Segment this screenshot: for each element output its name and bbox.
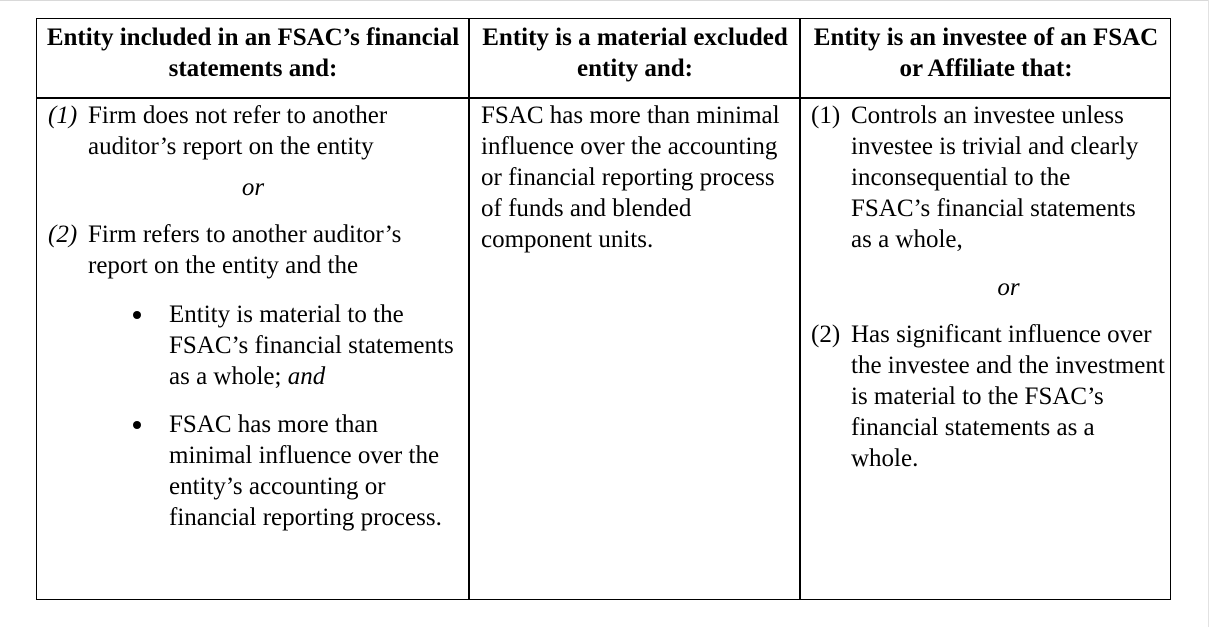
bullet-icon (129, 299, 169, 392)
item-number: (1) (48, 102, 78, 129)
item-text: Firm does not refer to another auditor’s report on the entity (88, 102, 388, 160)
condition-item-2 (48, 219, 462, 281)
condition-text: FSAC has more than minimal influence over the accounting or financial reporting process of funds and blended component units. (481, 102, 780, 253)
bullet-icon (129, 409, 169, 533)
header-material-excluded-entity: Entity is a material excluded entity and: (482, 24, 788, 82)
cell-investee-entity (811, 100, 1166, 474)
bullet-text: Entity is material to the FSAC’s financial statements as a whole; (169, 301, 454, 390)
cell-material-excluded-entity (481, 100, 786, 255)
or-separator: or (241, 174, 265, 201)
condition-item-1 (48, 100, 462, 162)
item-number: (1) (811, 102, 841, 129)
bullet-item-1 (129, 299, 462, 392)
condition-item-2 (811, 319, 1166, 474)
or-separator: or (997, 274, 1020, 301)
bullet-text: FSAC has more than minimal influence over the entity’s accounting or financial reporting process. (169, 411, 442, 531)
item-text: Controls an investee unless investee is trivial and clearly inconsequential to the FSAC’s financial statements as a whole, (851, 102, 1139, 253)
bullet-emphasis: and (287, 363, 326, 390)
column-divider-2 (799, 18, 801, 600)
header-investee-entity: Entity is an investee of an FSAC or Affiliate that: (813, 24, 1159, 82)
cell-included-entity (48, 100, 462, 533)
column-divider-1 (468, 18, 470, 600)
item-text: Firm refers to another auditor’s report on the entity and the (88, 221, 402, 279)
bullet-item-2 (129, 409, 462, 533)
page-top-edge (0, 0, 1209, 1)
condition-item-1 (811, 100, 1166, 255)
item-number: (2) (811, 321, 841, 348)
item-number: (2) (48, 221, 78, 248)
item-text: Has significant influence over the investee and the investment is material to the FSAC’s financial statements as a whole. (851, 321, 1165, 472)
header-included-entity: Entity included in an FSAC’s financial statements and: (46, 24, 460, 82)
header-divider (36, 97, 1171, 99)
